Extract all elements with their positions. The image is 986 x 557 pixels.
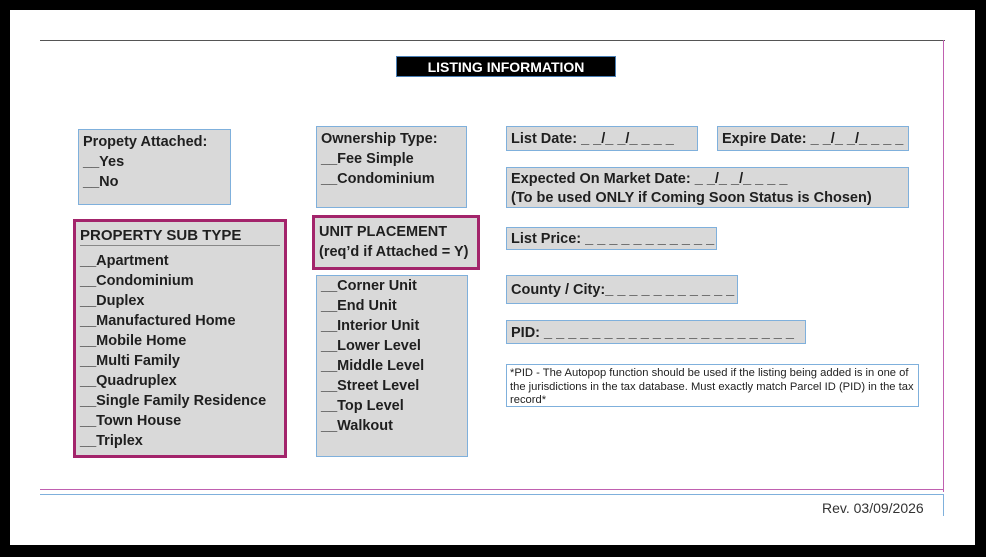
property-attached-box bbox=[78, 129, 231, 205]
unit-placement-sublabel: (req’d if Attached = Y) bbox=[319, 244, 469, 260]
subtype-triplex[interactable]: __Triplex bbox=[80, 433, 143, 449]
property-attached-no[interactable]: __No bbox=[83, 174, 119, 190]
list-price-text: List Price: _ _ _ _ _ _ _ _ _ _ _ bbox=[511, 231, 715, 247]
unit-street-level[interactable]: __Street Level bbox=[321, 378, 420, 394]
unit-placement-options-box bbox=[316, 275, 468, 457]
bottom-rule-pink bbox=[40, 489, 944, 490]
property-attached-yes[interactable]: __Yes bbox=[83, 154, 125, 170]
subtype-duplex[interactable]: __Duplex bbox=[80, 293, 145, 309]
right-rule bbox=[943, 40, 944, 492]
unit-placement-header-box bbox=[312, 215, 480, 270]
section-title: LISTING INFORMATION bbox=[396, 56, 616, 77]
expire-date-field[interactable] bbox=[717, 126, 909, 151]
list-price-field[interactable] bbox=[506, 227, 717, 250]
subtype-multi-family[interactable]: __Multi Family bbox=[80, 353, 180, 369]
unit-placement-label: UNIT PLACEMENT bbox=[319, 224, 448, 240]
county-city-field[interactable] bbox=[506, 275, 738, 304]
pid-text: PID: _ _ _ _ _ _ _ _ _ _ _ _ _ _ _ _ _ _ _ _ _ bbox=[511, 325, 794, 341]
bottom-rule-blue bbox=[40, 494, 944, 495]
form-page bbox=[10, 10, 975, 545]
revision-date: Rev. 03/09/2026 bbox=[822, 500, 924, 516]
subtype-condominium[interactable]: __Condominium bbox=[80, 273, 194, 289]
pid-field[interactable] bbox=[506, 320, 806, 344]
unit-corner-unit[interactable]: __Corner Unit bbox=[321, 278, 417, 294]
ownership-condominium[interactable]: __Condominium bbox=[321, 171, 435, 187]
subtype-town-house[interactable]: __Town House bbox=[80, 413, 182, 429]
subtype-manufactured-home[interactable]: __Manufactured Home bbox=[80, 313, 236, 329]
subtype-mobile-home[interactable]: __Mobile Home bbox=[80, 333, 187, 349]
ownership-type-label: Ownership Type: bbox=[321, 131, 438, 147]
ownership-type-box bbox=[316, 126, 467, 208]
subtype-single-family-residence[interactable]: __Single Family Residence bbox=[80, 393, 267, 409]
ownership-fee-simple[interactable]: __Fee Simple bbox=[321, 151, 414, 167]
unit-end-unit[interactable]: __End Unit bbox=[321, 298, 397, 314]
list-date-text: List Date: _ _/_ _/_ _ _ _ bbox=[511, 131, 674, 147]
expected-on-market-text: Expected On Market Date: _ _/_ _/_ _ _ _ bbox=[511, 171, 788, 187]
expire-date-text: Expire Date: _ _/_ _/_ _ _ _ bbox=[722, 131, 904, 147]
expected-on-market-note: (To be used ONLY if Coming Soon Status is Chosen) bbox=[511, 190, 872, 206]
expected-on-market-field[interactable] bbox=[506, 167, 909, 208]
top-rule bbox=[40, 40, 945, 41]
pid-note: *PID - The Autopop function should be used if the listing being added is in one of the jurisdictions in the tax database. Must exactly match Parcel ID (PID) in the tax record* bbox=[506, 364, 919, 407]
footer-rule bbox=[943, 494, 944, 516]
unit-interior-unit[interactable]: __Interior Unit bbox=[321, 318, 420, 334]
property-sub-type-label: PROPERTY SUB TYPE bbox=[80, 227, 280, 246]
unit-lower-level[interactable]: __Lower Level bbox=[321, 338, 421, 354]
unit-top-level[interactable]: __Top Level bbox=[321, 398, 404, 414]
subtype-quadruplex[interactable]: __Quadruplex bbox=[80, 373, 177, 389]
property-attached-label: Propety Attached: bbox=[83, 134, 208, 150]
subtype-apartment[interactable]: __Apartment bbox=[80, 253, 169, 269]
list-date-field[interactable] bbox=[506, 126, 698, 151]
unit-middle-level[interactable]: __Middle Level bbox=[321, 358, 425, 374]
unit-walkout[interactable]: __Walkout bbox=[321, 418, 393, 434]
property-sub-type-box bbox=[73, 219, 287, 458]
county-city-text: County / City:_ _ _ _ _ _ _ _ _ _ _ bbox=[511, 282, 735, 298]
